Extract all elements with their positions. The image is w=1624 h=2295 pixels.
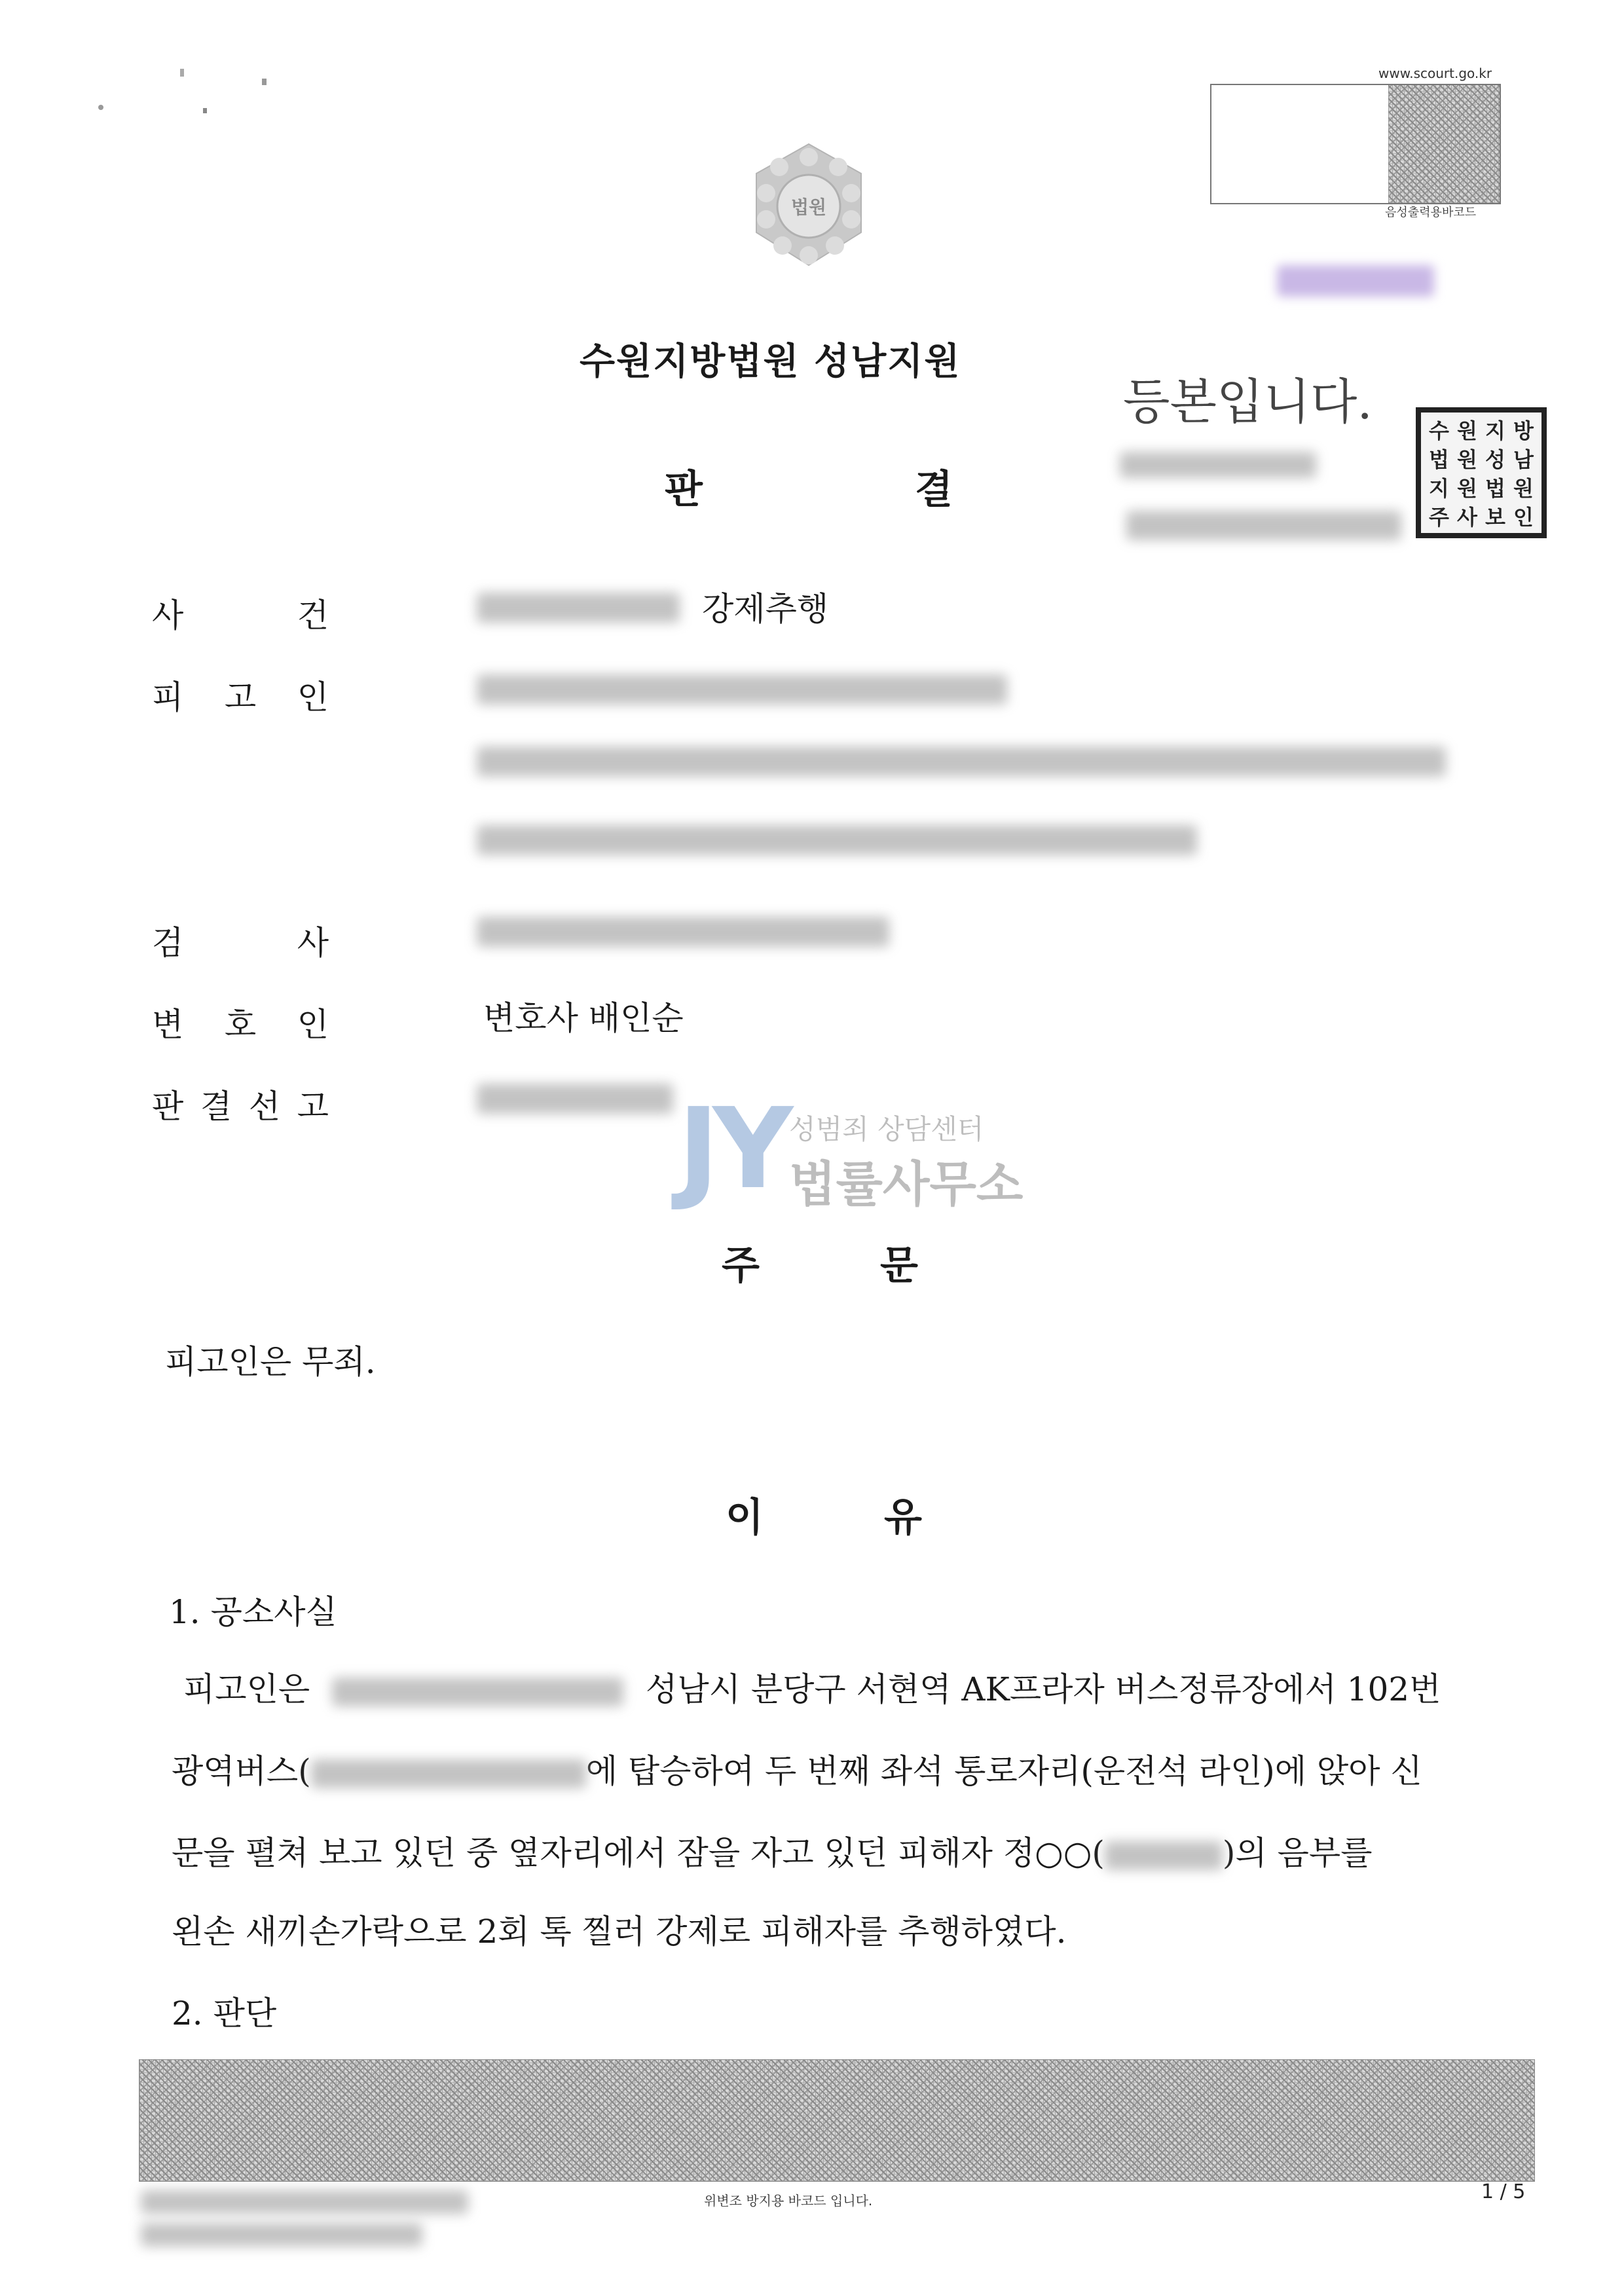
seal-char: 남 (1513, 447, 1534, 472)
redacted-issuer-info (141, 2190, 468, 2214)
reasons-heading-char: 이 (726, 1495, 764, 1541)
site-url: www.scourt.go.kr (1378, 65, 1492, 81)
defense-counsel-value: 변호사 배인순 (483, 999, 684, 1037)
redacted-issuer-info (141, 2223, 422, 2247)
seal-char: 원 (1457, 447, 1477, 472)
reasons-heading (726, 1486, 922, 1543)
defense-counsel-label-char: 호 (224, 1006, 257, 1044)
watermark-line1: 성범죄 상담센터 (789, 1113, 984, 1145)
indictment-text: 에 탑승하여 두 번째 좌석 통로자리(운전석 라인)에 앉아 신 (585, 1752, 1422, 1790)
anti-forgery-barcode (139, 2059, 1535, 2182)
judgment-date-label-char: 고 (297, 1088, 329, 1126)
prosecutor-label (152, 917, 329, 964)
defense-counsel-label (152, 999, 329, 1046)
watermark-line2: 법률사무소 (789, 1156, 1024, 1213)
seal-char: 사 (1457, 505, 1477, 530)
seal-char: 법 (1429, 447, 1449, 472)
court-name: 수원지방법원 성남지원 (580, 340, 961, 383)
seal-char: 성 (1485, 447, 1505, 472)
seal-char: 원 (1513, 476, 1534, 501)
redacted-stamp-officer (1126, 511, 1401, 540)
indictment-text: 문을 펼쳐 보고 있던 중 옆자리에서 잠을 자고 있던 피해자 정○○( (172, 1834, 1105, 1872)
seal-char: 원 (1457, 418, 1477, 443)
redacted-case-number (477, 593, 680, 623)
scan-speck (203, 108, 207, 113)
redacted-prosecutor (477, 917, 889, 947)
seal-char: 인 (1513, 505, 1534, 530)
redacted-doc-number (1277, 265, 1434, 297)
indictment-text: 광역버스( (172, 1752, 311, 1790)
seal-char: 수 (1429, 418, 1449, 443)
document-title (665, 458, 953, 515)
defendant-label (152, 671, 329, 718)
verdict-heading-char: 주 (722, 1243, 760, 1289)
court-emblem-icon (730, 138, 887, 275)
case-label (152, 589, 329, 636)
seal-char: 지 (1485, 418, 1505, 443)
section-1-title: 1. 공소사실 (169, 1593, 337, 1631)
seal-char: 방 (1513, 418, 1534, 443)
redacted-victim-info (1105, 1841, 1223, 1870)
defendant-label-char: 고 (224, 678, 257, 716)
prosecutor-label-char: 검 (152, 924, 184, 962)
redacted-bus-plate (311, 1759, 586, 1788)
judgment-date-label-char: 선 (248, 1088, 281, 1126)
document-title-char: 결 (915, 467, 953, 513)
judgment-date-label-char: 판 (152, 1088, 184, 1126)
scan-speck (180, 69, 184, 77)
qr-barcode-pattern (1388, 85, 1500, 203)
verdict-heading (722, 1234, 918, 1291)
defense-counsel-label-char: 변 (152, 1006, 184, 1044)
barcode-footer-caption: 위변조 방지용 바코드 입니다. (704, 2193, 873, 2209)
reasons-heading-char: 유 (884, 1495, 922, 1541)
defendant-label-char: 피 (152, 678, 184, 716)
court-seal (1416, 407, 1547, 538)
barcode-caption: 음성출력용바코드 (1385, 206, 1477, 219)
redacted-defendant-address (477, 746, 1446, 777)
seal-char: 주 (1429, 505, 1449, 530)
redacted-datetime (332, 1678, 623, 1706)
indictment-text: 성남시 분당구 서현역 AK프라자 버스정류장에서 102번 (646, 1670, 1441, 1708)
scan-speck (262, 79, 267, 85)
indictment-line-1 (183, 1663, 1441, 1710)
defense-counsel-label-char: 인 (297, 1006, 329, 1044)
copy-certification-stamp: 등본입니다. (1123, 374, 1373, 430)
prosecutor-label-char: 사 (297, 924, 329, 962)
qr-barcode-box (1210, 84, 1501, 204)
scan-speck (98, 105, 103, 110)
seal-char: 원 (1457, 476, 1477, 501)
page-number: 1 / 5 (1481, 2180, 1526, 2203)
redacted-judgment-date (477, 1084, 673, 1114)
case-label-char: 건 (297, 597, 329, 634)
defendant-label-char: 인 (297, 678, 329, 716)
seal-char: 보 (1485, 505, 1505, 530)
verdict-text: 피고인은 무죄. (165, 1343, 376, 1381)
judgment-date-label (152, 1080, 329, 1128)
indictment-text: 피고인은 (183, 1670, 310, 1708)
redacted-defendant-name (477, 674, 1007, 705)
indictment-line-3 (172, 1827, 1373, 1874)
seal-char: 법 (1485, 476, 1505, 501)
section-2-title: 2. 판단 (172, 1994, 277, 2032)
case-label-char: 사 (152, 597, 184, 634)
indictment-line-2 (172, 1745, 1422, 1792)
indictment-line-4: 왼손 새끼손가락으로 2회 톡 찔러 강제로 피해자를 추행하였다. (172, 1913, 1067, 1951)
judgment-date-label-char: 결 (200, 1088, 232, 1126)
indictment-text: )의 음부를 (1222, 1834, 1373, 1872)
watermark-letters: JY (678, 1084, 787, 1214)
redacted-stamp-date (1120, 452, 1316, 478)
document-title-char: 판 (665, 467, 703, 513)
emblem-label: 법원 (790, 196, 827, 218)
redacted-defendant-address (477, 825, 1197, 855)
verdict-heading-char: 문 (880, 1243, 918, 1289)
seal-char: 지 (1429, 476, 1449, 501)
case-value: 강제추행 (702, 590, 829, 628)
